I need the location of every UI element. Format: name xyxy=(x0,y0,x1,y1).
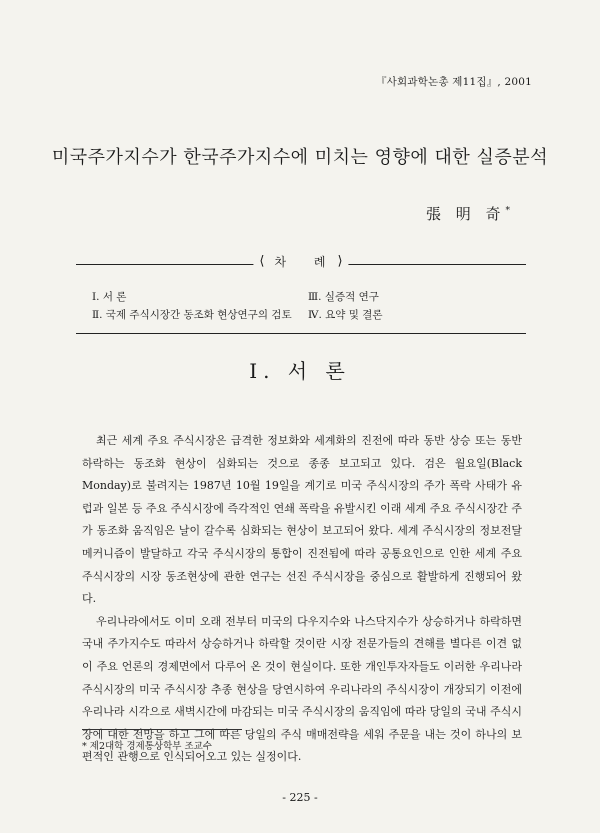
paper-title: 미국주가지수가 한국주가지수에 미치는 영향에 대한 실증분석 xyxy=(51,147,549,168)
toc-bracket-left-icon: ⟨ xyxy=(259,254,265,269)
toc-heading xyxy=(253,253,348,270)
body-text xyxy=(82,430,522,769)
paragraph: 우리나라에서도 이미 오래 전부터 미국의 다우지수와 나스닥지수가 상승하거나 하락하면 국내 주가지수도 따라서 상승하거나 하락할 것이란 시장 전문가들의 견해를 별다른 이견 없이 주요 언론의 경제면에서 다루어 온 것이 현실이다. 또한 개인투자자들도 이러한 우리나라 주식시장의 미국 주식시장 추종 현상을 당연시하여 우리나라의 주식시장이 개장되기 이전에 우리나라 시각으로 새벽시간에 마감되는 미국 주식시장의 움직임에 따라 당일의 국내 주식시장에 대한 전망을 하고 그에 따른 당일의 주식 매매전략을 세워 주문을 내는 것이 하나의 보편적인 관행으로 인식되어오고 있는 실정이다. xyxy=(82,614,522,764)
toc-item: Ⅰ. 서 론 xyxy=(92,291,127,303)
section-title: Ⅰ. 서 론 xyxy=(249,359,351,383)
paragraph: 최근 세계 주요 주식시장은 급격한 정보화와 세계화의 진전에 따라 동반 상승 또는 동반 하락하는 동조화 현상이 심화되는 것으로 종종 보고되고 있다. 검은 월요일(Black Monday)로 불려지는 1987년 10월 19일을 계기로 미국 주식시장의 주가 폭락 사태가 유럽과 일본 등 주요 주식시장에 즉각적인 연쇄 폭락을 유발시킨 이래 세계 주요 주식시장간 주가 동조화 움직임은 날이 갈수록 심화되는 현상이 보고되어 왔다. 세계 주식시장의 정보전달 메커니즘이 발달하고 각국 주식시장의 통합이 진전됨에 따라 공통요인으로 인한 세계 주요 주식시장의 시장 동조현상에 관한 연구는 선진 주식시장을 중심으로 활발하게 진행되어 왔다. xyxy=(82,434,522,606)
table-of-contents xyxy=(76,254,526,334)
author-footnote-mark: * xyxy=(505,206,510,216)
toc-item: Ⅳ. 요약 및 결론 xyxy=(308,309,383,321)
toc-item: Ⅲ. 실증적 연구 xyxy=(308,291,379,303)
footnote: * 제2대학 경제통상학부 조교수 xyxy=(82,741,212,752)
toc-item: Ⅱ. 국제 주식시장간 동조화 현상연구의 검토 xyxy=(92,309,292,321)
footnote-divider xyxy=(82,729,242,730)
author-name: 張 明 奇 xyxy=(425,205,506,223)
toc-heading-label: 차 례 xyxy=(274,255,338,269)
journal-header: 『사회과학논총 제11집』, 2001 xyxy=(375,76,532,88)
author xyxy=(426,203,510,224)
toc-bracket-right-icon: ⟩ xyxy=(337,254,343,269)
page-number: - 225 - xyxy=(282,791,318,804)
